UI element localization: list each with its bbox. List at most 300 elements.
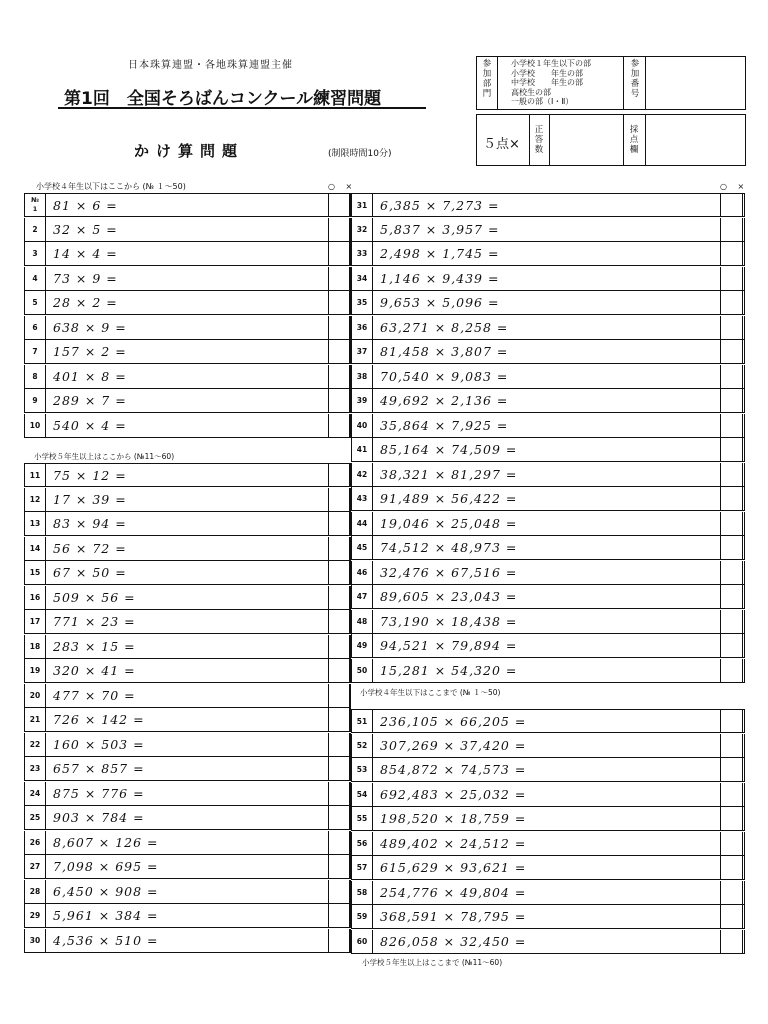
problem-row xyxy=(24,537,351,561)
grading-field[interactable] xyxy=(646,115,745,165)
problem-number: 36 xyxy=(352,316,373,339)
problem-expression: 35,864 × 7,925 = xyxy=(380,417,509,433)
problem-number: 30 xyxy=(25,929,46,952)
answer-cell[interactable] xyxy=(720,561,743,584)
problem-row xyxy=(351,634,745,658)
problem-row xyxy=(351,709,745,733)
page-title: 第1回 全国そろばんコンクール練習問題 xyxy=(64,89,382,109)
problem-row xyxy=(24,414,351,438)
problem-expression: 254,776 × 49,804 = xyxy=(380,884,527,900)
problem-number: 51 xyxy=(352,710,373,733)
problem-expression: 6,450 × 908 = xyxy=(53,883,159,899)
problem-row xyxy=(351,783,745,807)
problem-row xyxy=(24,635,351,659)
mark-cell[interactable] xyxy=(742,758,745,781)
problem-row xyxy=(351,291,745,315)
mark-cell[interactable] xyxy=(742,512,745,535)
entry-number-label xyxy=(625,59,645,99)
correct-count-label xyxy=(530,125,548,155)
answer-cell[interactable] xyxy=(328,389,350,412)
entry-number-char: 加 xyxy=(630,69,640,79)
score-box xyxy=(476,114,746,166)
answer-cell[interactable] xyxy=(720,659,743,682)
problem-number: 60 xyxy=(352,930,373,953)
problem-expression: 56 × 72 = xyxy=(53,540,127,556)
answer-cell[interactable] xyxy=(720,438,743,461)
answer-cell[interactable] xyxy=(720,930,743,953)
problem-expression: 826,058 × 32,450 = xyxy=(380,933,527,949)
problem-number: 15 xyxy=(25,561,46,584)
problem-row xyxy=(24,757,351,781)
problem-expression: 94,521 × 79,894 = xyxy=(380,638,518,653)
division-label-char: 加 xyxy=(482,69,492,79)
problem-expression: 32,476 × 67,516 = xyxy=(380,564,518,580)
mark-cell[interactable] xyxy=(742,194,745,217)
mark-cell[interactable] xyxy=(742,291,745,314)
sponsor-line: 日本珠算連盟・各地珠算連盟主催 xyxy=(128,60,293,71)
problem-row xyxy=(351,218,745,242)
problem-number: 3 xyxy=(25,242,46,265)
problem-number: 26 xyxy=(25,831,46,854)
mark-legend-right: ○ × xyxy=(720,182,749,191)
answer-cell[interactable] xyxy=(720,634,743,657)
mark-cell[interactable] xyxy=(742,242,745,265)
problem-row xyxy=(351,659,745,683)
problem-expression: 19,046 × 25,048 = xyxy=(380,515,518,531)
problem-row xyxy=(24,708,351,732)
answer-cell[interactable] xyxy=(328,635,350,658)
problem-number: 34 xyxy=(352,267,373,290)
answer-cell[interactable] xyxy=(328,194,350,217)
problem-expression: 509 × 56 = xyxy=(53,589,136,605)
answer-cell[interactable] xyxy=(720,734,743,757)
problem-number: № 1 xyxy=(25,194,46,219)
problem-number: 29 xyxy=(25,904,46,927)
problem-row xyxy=(351,340,745,364)
problem-expression: 615,629 × 93,621 = xyxy=(380,860,527,875)
problem-row xyxy=(24,610,351,634)
problem-number: 32 xyxy=(352,218,373,241)
points-label: ５点× xyxy=(483,137,520,152)
problem-number: 28 xyxy=(25,880,46,903)
problem-number: 37 xyxy=(352,340,373,363)
answer-cell[interactable] xyxy=(720,783,743,806)
problem-row xyxy=(24,684,351,708)
problem-number: 20 xyxy=(25,684,46,707)
mark-cell[interactable] xyxy=(742,881,745,904)
problem-expression: 5,837 × 3,957 = xyxy=(380,221,500,237)
problem-number: 53 xyxy=(352,758,373,781)
entry-number-char: 号 xyxy=(630,89,640,99)
mark-cell[interactable] xyxy=(742,930,745,953)
answer-cell[interactable] xyxy=(720,291,743,314)
problem-expression: 4,536 × 510 = xyxy=(53,932,159,948)
problem-number: 25 xyxy=(25,806,46,829)
mark-cell[interactable] xyxy=(742,218,745,241)
problem-row xyxy=(351,930,745,954)
mark-cell[interactable] xyxy=(742,487,745,510)
problem-number: 56 xyxy=(352,832,373,855)
problem-number: 40 xyxy=(352,414,373,437)
problem-row xyxy=(24,659,351,683)
answer-cell[interactable] xyxy=(328,733,350,756)
answer-cell[interactable] xyxy=(328,929,350,952)
problem-number: 23 xyxy=(25,757,46,780)
problem-row xyxy=(24,855,351,879)
problem-expression: 903 × 784 = xyxy=(53,810,145,825)
grading-char: 点 xyxy=(629,135,639,145)
left-column-top xyxy=(24,193,351,433)
problem-row xyxy=(351,758,745,782)
answer-cell[interactable] xyxy=(328,806,350,829)
answer-cell[interactable] xyxy=(328,586,350,609)
problem-row xyxy=(351,389,745,413)
problem-expression: 320 × 41 = xyxy=(53,663,136,678)
division-option[interactable]: 中学校 年生の部 xyxy=(511,78,583,88)
problem-number: 58 xyxy=(352,881,373,904)
left-column-bottom xyxy=(24,463,351,953)
answer-cell[interactable] xyxy=(720,512,743,535)
problem-number: 6 xyxy=(25,316,46,339)
problem-row xyxy=(24,929,351,953)
mark-cell[interactable] xyxy=(742,561,745,584)
problem-expression: 38,321 × 81,297 = xyxy=(380,466,518,482)
right-column-bottom xyxy=(351,709,745,954)
problem-row xyxy=(351,512,745,536)
problem-expression: 67 × 50 = xyxy=(53,565,127,580)
answer-cell[interactable] xyxy=(720,710,743,733)
answer-cell[interactable] xyxy=(328,218,350,241)
problem-expression: 307,269 × 37,420 = xyxy=(380,737,527,753)
problem-expression: 236,105 × 66,205 = xyxy=(380,714,527,729)
problem-number: 13 xyxy=(25,512,46,535)
answer-cell[interactable] xyxy=(328,708,350,731)
answer-cell[interactable] xyxy=(328,561,350,584)
problem-expression: 73 × 9 = xyxy=(53,270,118,286)
problem-row xyxy=(24,782,351,806)
problem-row xyxy=(351,438,745,462)
problem-row xyxy=(351,487,745,511)
answer-cell[interactable] xyxy=(720,242,743,265)
problem-expression: 5,961 × 384 = xyxy=(53,908,159,923)
problem-row xyxy=(24,218,351,242)
problem-expression: 75 × 12 = xyxy=(53,468,127,483)
problem-row xyxy=(24,512,351,536)
problem-expression: 49,692 × 2,136 = xyxy=(380,393,509,408)
correct-count-field[interactable] xyxy=(550,115,622,165)
problem-row xyxy=(24,267,351,291)
problem-row xyxy=(351,832,745,856)
answer-cell[interactable] xyxy=(720,807,743,830)
problem-number: 7 xyxy=(25,340,46,363)
mark-cell[interactable] xyxy=(742,734,745,757)
mark-cell[interactable] xyxy=(742,536,745,559)
problem-expression: 657 × 857 = xyxy=(53,761,145,776)
division-option[interactable]: 小学校１年生以下の部 xyxy=(511,59,591,68)
answer-cell[interactable] xyxy=(328,880,350,903)
problem-expression: 401 × 8 = xyxy=(53,368,127,384)
problem-expression: 157 × 2 = xyxy=(53,344,127,359)
division-label-char: 部 xyxy=(482,79,492,89)
answer-cell[interactable] xyxy=(720,218,743,241)
mark-cell[interactable] xyxy=(742,807,745,830)
problem-row xyxy=(24,291,351,315)
answer-cell[interactable] xyxy=(720,856,743,879)
answer-cell[interactable] xyxy=(328,267,350,290)
mark-cell[interactable] xyxy=(742,267,745,290)
problem-number: 41 xyxy=(352,438,373,461)
answer-cell[interactable] xyxy=(328,340,350,363)
mark-cell[interactable] xyxy=(742,710,745,733)
mark-cell[interactable] xyxy=(349,684,351,707)
problem-row xyxy=(24,488,351,512)
problem-number: 55 xyxy=(352,807,373,830)
mark-cell[interactable] xyxy=(742,856,745,879)
answer-cell[interactable] xyxy=(720,463,743,486)
mark-cell[interactable] xyxy=(742,438,745,461)
answer-cell[interactable] xyxy=(328,831,350,854)
problem-row xyxy=(24,316,351,340)
problem-expression: 692,483 × 25,032 = xyxy=(380,786,527,802)
title-underline xyxy=(58,107,426,109)
problem-number: 59 xyxy=(352,905,373,928)
problem-expression: 17 × 39 = xyxy=(53,491,127,507)
problem-expression: 85,164 × 74,509 = xyxy=(380,442,518,457)
answer-cell[interactable] xyxy=(328,414,350,437)
problem-row xyxy=(24,193,351,217)
problem-expression: 368,591 × 78,795 = xyxy=(380,909,527,924)
answer-cell[interactable] xyxy=(720,487,743,510)
problem-expression: 771 × 23 = xyxy=(53,614,136,629)
mark-cell[interactable] xyxy=(742,783,745,806)
problem-number: 35 xyxy=(352,291,373,314)
problem-number: 50 xyxy=(352,659,373,682)
problem-number: 2 xyxy=(25,218,46,241)
mark-cell[interactable] xyxy=(742,340,745,363)
problem-expression: 726 × 142 = xyxy=(53,712,145,727)
problem-number: 10 xyxy=(25,414,46,437)
problem-row xyxy=(24,904,351,928)
problem-row xyxy=(24,733,351,757)
mark-cell[interactable] xyxy=(742,610,745,633)
problem-number: 44 xyxy=(352,512,373,535)
problem-row xyxy=(24,880,351,904)
divider xyxy=(623,57,624,109)
problem-expression: 540 × 4 = xyxy=(53,417,127,433)
problem-number: 52 xyxy=(352,734,373,757)
problem-expression: 8,607 × 126 = xyxy=(53,834,159,850)
mark-cell[interactable] xyxy=(742,832,745,855)
problem-number: 38 xyxy=(352,365,373,388)
problem-expression: 81,458 × 3,807 = xyxy=(380,344,509,359)
mark-cell[interactable] xyxy=(742,389,745,412)
answer-cell[interactable] xyxy=(328,684,350,707)
answer-cell[interactable] xyxy=(328,291,350,314)
problem-number: 45 xyxy=(352,536,373,559)
answer-cell[interactable] xyxy=(720,758,743,781)
answer-cell[interactable] xyxy=(720,414,743,437)
problem-expression: 14 × 4 = xyxy=(53,246,118,261)
answer-cell[interactable] xyxy=(328,537,350,560)
entry-box xyxy=(476,56,746,110)
problem-expression: 638 × 9 = xyxy=(53,319,127,335)
answer-cell[interactable] xyxy=(328,512,350,535)
answer-cell[interactable] xyxy=(328,782,350,805)
problem-row xyxy=(351,193,745,217)
answer-cell[interactable] xyxy=(720,585,743,608)
answer-cell[interactable] xyxy=(328,488,350,511)
problem-expression: 32 × 5 = xyxy=(53,221,118,237)
answer-cell[interactable] xyxy=(720,905,743,928)
problem-number: 57 xyxy=(352,856,373,879)
problem-expression: 160 × 503 = xyxy=(53,736,145,752)
problem-row xyxy=(351,856,745,880)
problem-number: 54 xyxy=(352,783,373,806)
problem-number: 17 xyxy=(25,610,46,633)
problem-row xyxy=(24,586,351,610)
problem-row xyxy=(351,536,745,560)
problem-number: 24 xyxy=(25,782,46,805)
entry-number-char: 参 xyxy=(630,59,640,69)
problem-row xyxy=(24,365,351,389)
problem-number: 5 xyxy=(25,291,46,314)
division-label-char: 参 xyxy=(482,59,492,69)
answer-cell[interactable] xyxy=(328,855,350,878)
problem-number: 33 xyxy=(352,242,373,265)
answer-cell[interactable] xyxy=(720,610,743,633)
answer-cell[interactable] xyxy=(720,267,743,290)
mark-legend-left: ○ × xyxy=(328,182,357,191)
end-note-5th: 小学校５年生以上はここまで (№11～60) xyxy=(362,958,503,967)
entry-number-char: 番 xyxy=(630,79,640,89)
problem-row xyxy=(351,734,745,758)
problem-row xyxy=(351,561,745,585)
answer-cell[interactable] xyxy=(328,242,350,265)
problem-number: 22 xyxy=(25,733,46,756)
mark-cell[interactable] xyxy=(742,365,745,388)
answer-cell[interactable] xyxy=(328,757,350,780)
problem-row xyxy=(351,463,745,487)
problem-expression: 489,402 × 24,512 = xyxy=(380,835,527,851)
problem-number: 21 xyxy=(25,708,46,731)
problem-number: 43 xyxy=(352,487,373,510)
answer-cell[interactable] xyxy=(720,389,743,412)
problem-row xyxy=(351,365,745,389)
mark-cell[interactable] xyxy=(742,905,745,928)
problem-expression: 28 × 2 = xyxy=(53,295,118,310)
problem-row xyxy=(351,316,745,340)
problem-number: 48 xyxy=(352,610,373,633)
problem-row xyxy=(24,340,351,364)
entry-number-field[interactable] xyxy=(646,57,745,109)
mark-cell[interactable] xyxy=(742,634,745,657)
problem-row xyxy=(24,831,351,855)
section-title: かけ算問題 xyxy=(134,142,245,160)
correct-count-char: 数 xyxy=(534,145,544,155)
grading-char: 採 xyxy=(629,125,639,135)
problem-row xyxy=(24,806,351,830)
start-note-5th: 小学校５年生以上はここから (№11～60) xyxy=(34,452,175,461)
answer-cell[interactable] xyxy=(720,536,743,559)
answer-cell[interactable] xyxy=(720,365,743,388)
answer-cell[interactable] xyxy=(720,881,743,904)
problem-number: 16 xyxy=(25,586,46,609)
mark-cell[interactable] xyxy=(742,463,745,486)
answer-cell[interactable] xyxy=(328,904,350,927)
correct-count-char: 答 xyxy=(534,135,544,145)
answer-cell[interactable] xyxy=(720,832,743,855)
problem-number: 11 xyxy=(25,464,46,487)
correct-count-char: 正 xyxy=(534,125,544,135)
division-label-char: 門 xyxy=(482,89,492,99)
problem-row xyxy=(24,389,351,413)
problem-row xyxy=(24,463,351,487)
problem-expression: 63,271 × 8,258 = xyxy=(380,319,509,335)
time-limit: (制限時間10分) xyxy=(328,149,392,159)
answer-cell[interactable] xyxy=(328,464,350,487)
problem-number: 39 xyxy=(352,389,373,412)
problem-expression: 289 × 7 = xyxy=(53,393,127,408)
problem-row xyxy=(351,881,745,905)
problem-number: 27 xyxy=(25,855,46,878)
answer-cell[interactable] xyxy=(328,610,350,633)
answer-cell[interactable] xyxy=(720,194,743,217)
answer-cell[interactable] xyxy=(720,316,743,339)
mark-cell[interactable] xyxy=(742,414,745,437)
problem-row xyxy=(351,807,745,831)
problem-row xyxy=(24,242,351,266)
problem-number: 4 xyxy=(25,267,46,290)
mark-cell[interactable] xyxy=(742,659,745,682)
division-list xyxy=(511,59,591,107)
problem-expression: 74,512 × 48,973 = xyxy=(380,540,518,555)
problem-number: 47 xyxy=(352,585,373,608)
answer-cell[interactable] xyxy=(720,340,743,363)
problem-number: 49 xyxy=(352,634,373,657)
end-note-4th: 小学校４年生以下はここまで (№ １～50) xyxy=(360,688,501,697)
start-note-4th: 小学校４年生以下はここから (№ １～50) xyxy=(36,182,186,191)
problem-expression: 6,385 × 7,273 = xyxy=(380,198,500,213)
division-option[interactable]: 小学校 年生の部 xyxy=(511,68,583,78)
problem-expression: 2,498 × 1,745 = xyxy=(380,246,500,261)
problem-expression: 854,872 × 74,573 = xyxy=(380,762,527,777)
problem-number: 46 xyxy=(352,561,373,584)
division-option[interactable]: 高校生の部 xyxy=(511,87,551,97)
problem-expression: 15,281 × 54,320 = xyxy=(380,662,518,678)
problem-number: 12 xyxy=(25,488,46,511)
problem-expression: 1,146 × 9,439 = xyxy=(380,270,500,286)
problem-row xyxy=(24,561,351,585)
problem-expression: 81 × 6 = xyxy=(53,198,118,213)
problem-expression: 7,098 × 695 = xyxy=(53,859,159,874)
answer-cell[interactable] xyxy=(328,659,350,682)
answer-cell[interactable] xyxy=(328,365,350,388)
problem-row xyxy=(351,414,745,438)
answer-cell[interactable] xyxy=(328,316,350,339)
problem-number: 19 xyxy=(25,659,46,682)
division-option[interactable]: 一般の部（Ⅰ・Ⅱ） xyxy=(511,97,574,107)
problem-number: 18 xyxy=(25,635,46,658)
problem-expression: 198,520 × 18,759 = xyxy=(380,811,527,826)
problem-row xyxy=(351,905,745,929)
mark-cell[interactable] xyxy=(742,585,745,608)
mark-cell[interactable] xyxy=(742,316,745,339)
problem-expression: 70,540 × 9,083 = xyxy=(380,368,509,384)
problem-expression: 9,653 × 5,096 = xyxy=(380,295,500,310)
right-column-top xyxy=(351,193,745,683)
division-label xyxy=(477,59,497,99)
problem-row xyxy=(351,267,745,291)
